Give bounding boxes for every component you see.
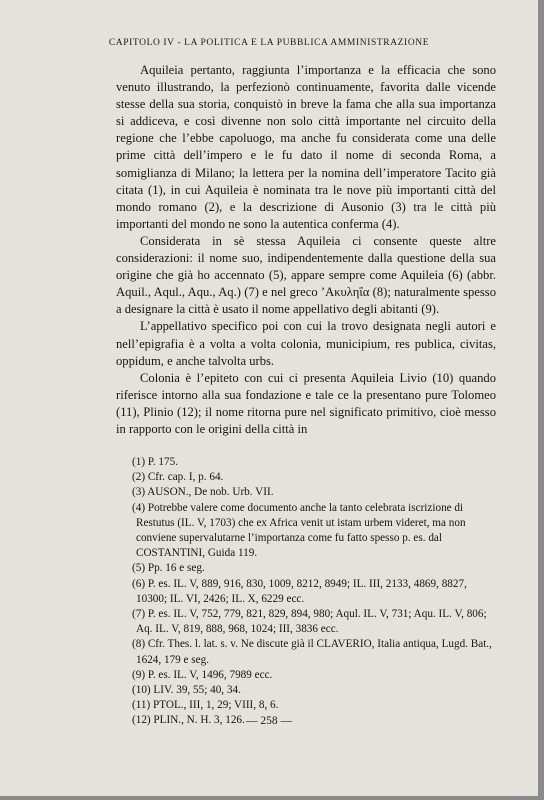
footnote: (1) P. 175. (132, 456, 178, 468)
paragraph: Aquileia pertanto, raggiunta l’importanza e la efficacia che sono venuto illustrando, la perfezionò continuamente, favorita dalle vicende stesse della sua storia, conquistò in breve la fama che alla sua importanza si addiceva, e così divenne non solo città importante nel circuito della regione che l’ebbe capoluogo, ma anche fu considerata come una delle prime città dell’impero e le fu dato il nome di seconda Roma, a somiglianza di Milano; la lettera per la nomina dell’imperatore Tacito già citata (1), in cui Aquileia è nominata tra le nove più importanti città del mondo romano (2), e la descrizione di Ausonio (3) tra le città più importanti del mondo ne sono la autentica conferma (4). (116, 63, 496, 231)
footnote: (9) P. es. IL. V, 1496, 7989 ecc. (132, 668, 273, 681)
running-header: CAPITOLO IV - LA POLITICA E LA PUBBLICA AMMINISTRAZIONE (108, 38, 430, 48)
footnote: (7) P. es. IL. V, 752, 779, 821, 829, 894, 980; Aqul. IL. V, 731; Aqu. IL. V, 806; Aq. IL. V, 819, 888, 968, 1024; III, 3836 ecc. (132, 608, 487, 636)
footnote: (11) PTOL., III, 1, 29; VIII, 8, 6. (132, 699, 279, 712)
footnote: (6) P. es. IL. V, 889, 916, 830, 1009, 8212, 8949; IL. III, 2133, 4869, 8827, 10300; IL. VI, 2426; IL. X, 6229 ecc. (132, 577, 467, 605)
footnote: (2) Cfr. cap. I, p. 64. (132, 471, 224, 484)
main-text (116, 62, 496, 438)
page-number: — 258 — (246, 715, 292, 727)
paragraph: L’appellativo specifico poi con cui la trovo designata negli autori e nell’epigrafia è a volta a volta colonia, municipium, res publica, civitas, oppidum, e anche talvolta urbs. (116, 319, 496, 368)
footnote: (5) Pp. 16 e seg. (132, 562, 205, 575)
footnote: (12) PLIN., N. H. 3, 126. (132, 714, 245, 727)
paragraph: Considerata in sè stessa Aquileia ci consente queste altre considerazioni: il nome suo, indipendentemente dalla questione della sua origine che già ho accennato (5), appare sempre come Aquileia (6) (abbr. Aquil., Aqul., Aqu., Aq.) (7) e nel greco ’Ακυληΐα (8); naturalmente spesso a designare la città è usato il nome appellativo degli abitanti (9). (116, 233, 496, 317)
footnote: (3) AUSON., De nob. Urb. VII. (132, 486, 274, 499)
footnote: (10) LIV. 39, 55; 40, 34. (132, 684, 241, 697)
footnote: (8) Cfr. Thes. l. lat. s. v. Ne discute già il CLAVERIO, Italia antiqua, Lugd. Bat., 1624, 179 e seg. (132, 638, 492, 666)
footnote: (4) Potrebbe valere come documento anche la tanto celebrata iscrizione di Restutus (IL. V, 1703) che ex Africa venit ut istam urbem videret, ma non conviene supervalutarne l’importanza come fu fatto spesso p. es. dal COSTANTINI, Guida 119. (132, 501, 466, 560)
paragraph: Colonia è l’epiteto con cui ci presenta Aquileia Livio (10) quando riferisce intorno alla sua fondazione e tale ce la presentano pure Tolomeo (11), Plinio (12); il nome ritorna pure nel significato primitivo, cioè messo in rapporto con le origini della città in (116, 370, 496, 436)
footnotes (114, 455, 496, 729)
